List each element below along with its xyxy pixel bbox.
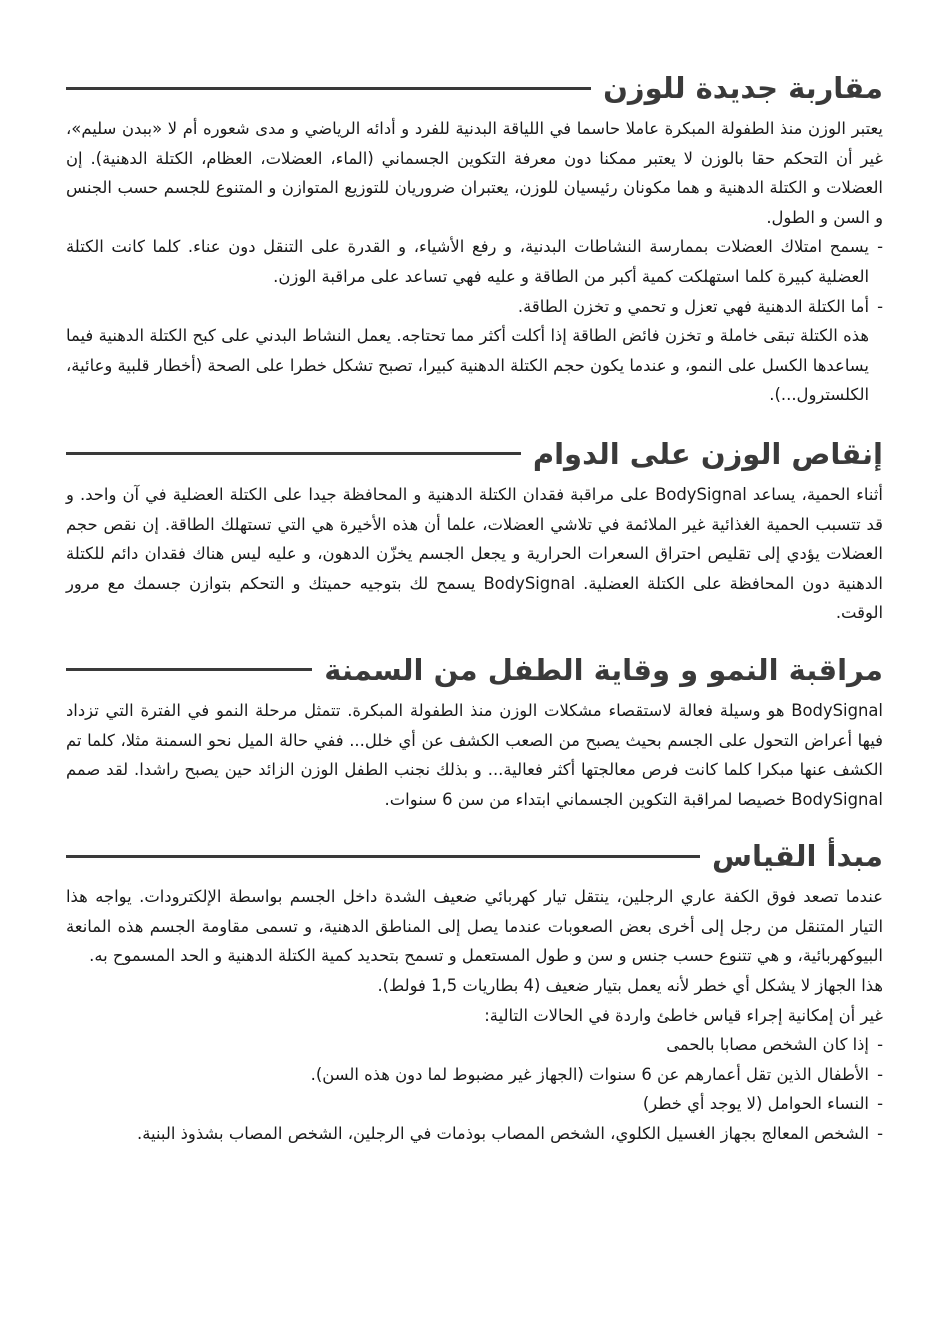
section-heading bbox=[66, 428, 883, 480]
heading-rule bbox=[66, 87, 591, 90]
bullet-list bbox=[66, 232, 883, 321]
heading-rule bbox=[66, 452, 521, 455]
body-paragraph: BodySignal هو وسيلة فعالة لاستقصاء مشكلات الوزن منذ الطفولة المبكرة. تتمثل مرحلة النمو في الفترة التي تزداد فيها أعراض التحول على الجسم بحيث يصبح من الصعب الكشف عن أي خلل... ففي حالة الميل نحو السمنة مثلا، كلما تم الكشف عنها مبكرا كلما كانت فرص معالجتها أكثر فعالية... و بذلك نجنب الطفل الوزن الزائد حين يصبح راشدا. لقد صمم BodySignal خصيصا لمراقبة التكوين الجسماني ابتداء من سن 6 سنوات. bbox=[66, 700, 883, 809]
heading-rule bbox=[66, 668, 312, 671]
section-growth-monitoring bbox=[66, 644, 883, 814]
bullet-item: - إذا كان الشخص مصابا بالحمى bbox=[66, 1030, 883, 1060]
bullet-item: - الشخص المعالج بجهاز الغسيل الكلوي، الشخص المصاب بوذمات في الرجلين، الشخص المصاب بشذوذ البنية. bbox=[66, 1119, 883, 1149]
heading-rule bbox=[66, 855, 700, 858]
section-heading bbox=[66, 62, 883, 114]
section-heading bbox=[66, 644, 883, 696]
bullet-item: - أما الكتلة الدهنية فهي تعزل و تحمي و تخزن الطاقة. bbox=[66, 292, 883, 322]
body-line: غير أن إمكانية إجراء قياس خاطئ واردة في الحالات التالية: bbox=[484, 1005, 883, 1025]
section-weight-loss bbox=[66, 428, 883, 628]
section-heading bbox=[66, 830, 883, 882]
bullet-item: - يسمح امتلاك العضلات بممارسة النشاطات البدنية، و رفع الأشياء، و القدرة على التنقل دون عناء. كلما كانت الكتلة العضلية كبيرة كلما استهلكت كمية أكبر من الطاقة و عليه فهي تساعد على مراقبة الوزن. bbox=[66, 232, 883, 291]
body-line: هذا الجهاز لا يشكل أي خطر لأنه يعمل بتيار ضعيف (4 بطاريات 1,5 فولط). bbox=[377, 976, 883, 996]
body-paragraph: يعتبر الوزن منذ الطفولة المبكرة عاملا حاسما في اللياقة البدنية للفرد و أدائه الرياضي و مدى شعوره أم لا «ببدن سليم»، غير أن التحكم حقا بالوزن لا يعتبر ممكنا دون معرفة التكوين الجسماني (الماء، العضلات، العظام، الكتلة الدهنية). إن العضلات و الكتلة الدهنية و هما مكونان رئيسيان للوزن، يعتبران ضروريان للتوزيع المتوازن و المتنوع للجسم حسب الجنس و السن و الطول. bbox=[66, 119, 883, 227]
section-title: مبدأ القياس bbox=[711, 839, 883, 874]
bullet-item: - الأطفال الذين تقل أعمارهم عن 6 سنوات (الجهاز غير مضبوط لما دون هذه السن). bbox=[66, 1060, 883, 1090]
section-new-approach bbox=[66, 62, 883, 410]
section-measurement-principle bbox=[66, 830, 883, 1148]
body-paragraph: هذه الكتلة تبقى خاملة و تخزن فائض الطاقة إذا أكلت أكثر مما تحتاجه. يعمل النشاط البدني على كبح الكتلة الدهنية فيما يساعدها الكسل على النمو، و عندما يكون حجم الكتلة الدهنية كبيرا، تصبح تشكل خطرا على الصحة (أخطار قلبية وعائية، الكلسترول...). bbox=[66, 326, 869, 405]
page bbox=[66, 62, 883, 1149]
bullet-list bbox=[66, 1030, 883, 1148]
body-paragraph: عندما تصعد فوق الكفة عاري الرجلين، ينتقل تيار كهربائي ضعيف الشدة داخل الجسم بواسطة الإلكترودات. يواجه هذا التيار المتنقل من رجل إلى أخرى بعض الصعوبات عندما يصل إلى المناطق الدهنية، و تسمى مقاومة الجسم هذه المانعة البيوكهربائية، و هي تتنوع حسب جنس و سن و طول المستعمل و تسمح بتحديد كمية الكتلة الدهنية و الحد المسموح به. bbox=[66, 887, 883, 966]
section-title: مراقبة النمو و وقاية الطفل من السمنة bbox=[324, 652, 883, 687]
section-title: إنقاص الوزن على الدوام bbox=[532, 436, 883, 471]
body-paragraph: أثناء الحمية، يساعد BodySignal على مراقبة فقدان الكتلة الدهنية و المحافظة جيدا على الكتلة العضلية في آن واحد. و قد تتسبب الحمية الغذائية غير الملائمة في تلاشي العضلات، علما أن هذه الأخيرة هي التي تستهلك الطاقة. إن نقص حجم العضلات يؤدي إلى تقليص احتراق السعرات الحرارية و يجعل الجسم يخزّن الدهون، و عليه ليس هناك فقدان دائم للكتلة الدهنية دون المحافظة على الكتلة العضلية. BodySignal يسمح لك بتوجيه حميتك و التحكم بتوازن جسمك مع مرور الوقت. bbox=[66, 484, 883, 623]
section-title: مقاربة جديدة للوزن bbox=[603, 71, 883, 105]
bullet-item: - النساء الحوامل (لا يوجد أي خطر) bbox=[66, 1089, 883, 1119]
